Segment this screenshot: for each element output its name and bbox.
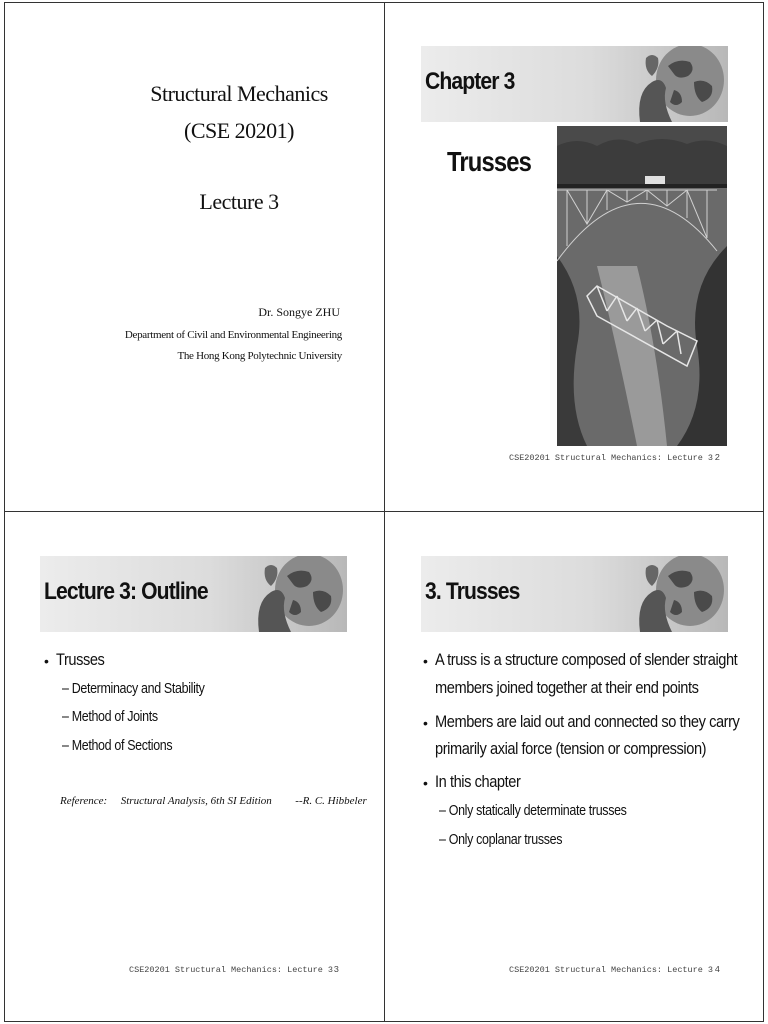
department-name: Department of Civil and Environmental Engineering [124,329,342,341]
course-title: Structural Mechanics [150,81,328,106]
sub-bullet: – Determinacy and Stability [62,681,205,697]
reference-book: Structural Analysis, 6th SI Edition [120,795,272,807]
slide-2 [385,2,765,511]
bullet-dot: • [423,653,428,669]
university-name: The Hong Kong Polytechnic University [177,350,342,362]
slide-header-banner [40,556,347,632]
slide-footer: CSE20201 Structural Mechanics: Lecture 3 [509,965,714,975]
slide-header-banner [421,556,728,632]
slide-title: Lecture 3: Outline [44,578,208,605]
course-code: (CSE 20201) [184,118,294,143]
reference-line [60,795,367,807]
slide-3 [4,512,384,1021]
slide-footer: CSE20201 Structural Mechanics: Lecture 3 [509,453,714,463]
sub-bullet: – Method of Joints [62,709,158,725]
bullet-text: A truss is a structure composed of slender straight [435,650,738,669]
reference-author: --R. C. Hibbeler [295,795,367,807]
bullet-text: In this chapter [435,772,521,791]
bullet-text-continued: primarily axial force (tension or compression) [435,739,707,758]
globe-in-hand-icon [628,46,728,122]
slide-1 [4,2,384,511]
bullet-text: Trusses [56,650,105,669]
author-name: Dr. Songye ZHU [258,305,340,319]
slide-footer: CSE20201 Structural Mechanics: Lecture 3 [129,965,334,975]
bullet-dot: • [44,653,49,669]
bullet-text-continued: members joined together at their end points [435,678,699,697]
page-number: 4 [714,965,720,975]
slide-4 [385,512,765,1021]
sub-bullet: – Only coplanar trusses [439,832,563,848]
sub-bullet: – Method of Sections [62,738,173,754]
sub-bullet: – Only statically determinate trusses [439,803,627,819]
page-number: 2 [714,453,720,463]
bridge-photo [557,126,727,446]
bullet-dot: • [423,715,428,731]
globe-in-hand-icon [247,556,347,632]
slide-header-banner [421,46,728,122]
reference-label: Reference: [60,795,108,807]
slide-title: 3. Trusses [425,578,520,605]
bullet-text: Members are laid out and connected so they carry [435,712,740,731]
chapter-title: Chapter 3 [425,68,515,95]
slide-title: Trusses [447,146,532,177]
page-number: 3 [333,965,339,975]
lecture-number: Lecture 3 [199,189,279,214]
bullet-dot: • [423,775,428,791]
globe-in-hand-icon [628,556,728,632]
